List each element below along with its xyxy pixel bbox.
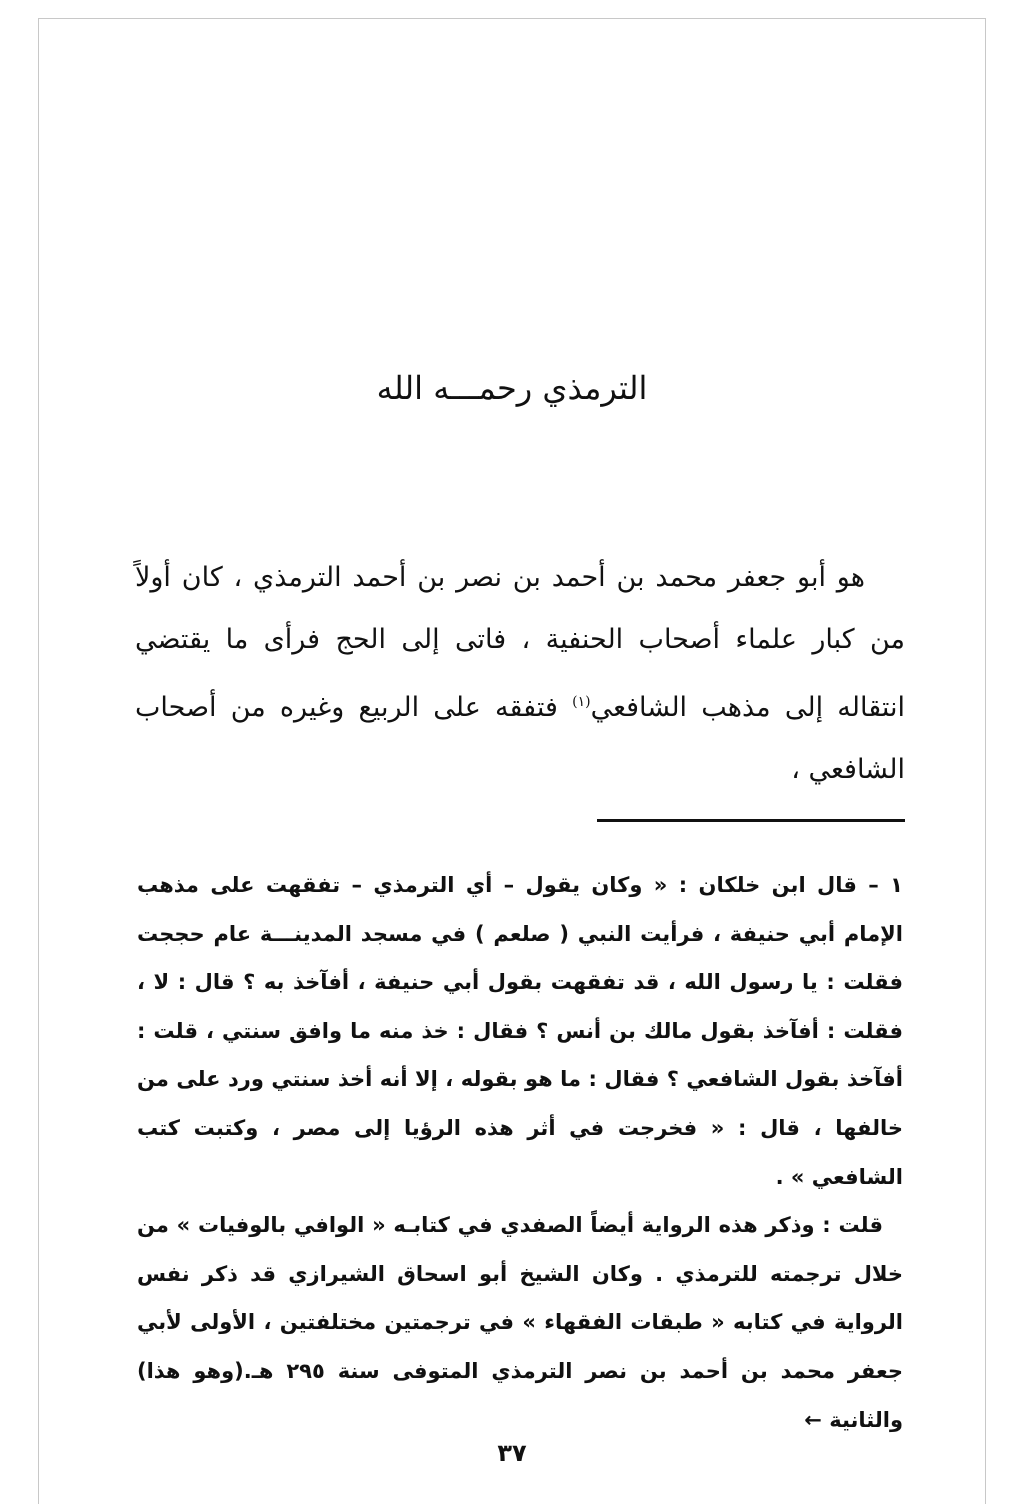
footnote-commentary — [137, 1201, 903, 1444]
main-paragraph — [135, 547, 905, 801]
page — [38, 18, 986, 1504]
footnote-reference[interactable]: (١) — [572, 694, 591, 710]
main-text — [135, 547, 905, 801]
page-number: ٣٧ — [497, 1439, 527, 1467]
main-paragraph-text: هو أبو جعفر محمد بن أحمد بن نصر بن أحمد الترمذي ، كان أولاً من كبار علماء أصحاب الحنفية ، فاتى إلى الحج فرأى ما يقتضي انتقاله إلى مذهب الشافعي — [135, 562, 906, 723]
footnotes — [137, 861, 903, 1444]
footnote-1: ١ – قال ابن خلكان : « وكان يقول – أي الترمذي – تفقهت على مذهب الإمام أبي حنيفة ، فرأيت النبي ( صلعم ) في مسجد المدينـــة عام حججت فقلت : يا رسول الله ، قد تفقهت بقول أبي حنيفة ، أفآخذ به ؟ قال : لا ، فقلت : أفآخذ بقول مالك بن أنس ؟ فقال : خذ منه ما وافق سنتي ، قلت : أفآخذ بقول الشافعي ؟ فقال : ما هو بقوله ، إلا أنه أخذ سنتي ورد على من خالفها ، قال : « فخرجت في أثر هذه الرؤيا إلى مصر ، وكتبت كتب الشافعي » . — [137, 873, 903, 1189]
main-paragraph-text-continued: فتفقه على الربيع وغيره من أصحاب الشافعي ، — [135, 692, 905, 785]
footnote-commentary-text: : وذكر هذه الرواية أيضاً الصفدي في كتابـه « الوافي بالوفيات » من خلال ترجمته للترمذي . وكان الشيخ أبو اسحاق الشيرازي قد ذكر نفس الرواية في كتابه « طبقات الفقهاء » في ترجمتين مختلفتين ، الأولى لأبي جعفر محمد بن أحمد بن نصر الترمذي المتوفى سنة ٢٩٥ هـ.(وهو هذا) والثانية ← — [137, 1213, 904, 1432]
page-title: الترمذي رحمـــه الله — [376, 369, 648, 407]
footnote-separator — [597, 819, 905, 822]
footnote-commentary-lead: قلت — [838, 1213, 883, 1238]
